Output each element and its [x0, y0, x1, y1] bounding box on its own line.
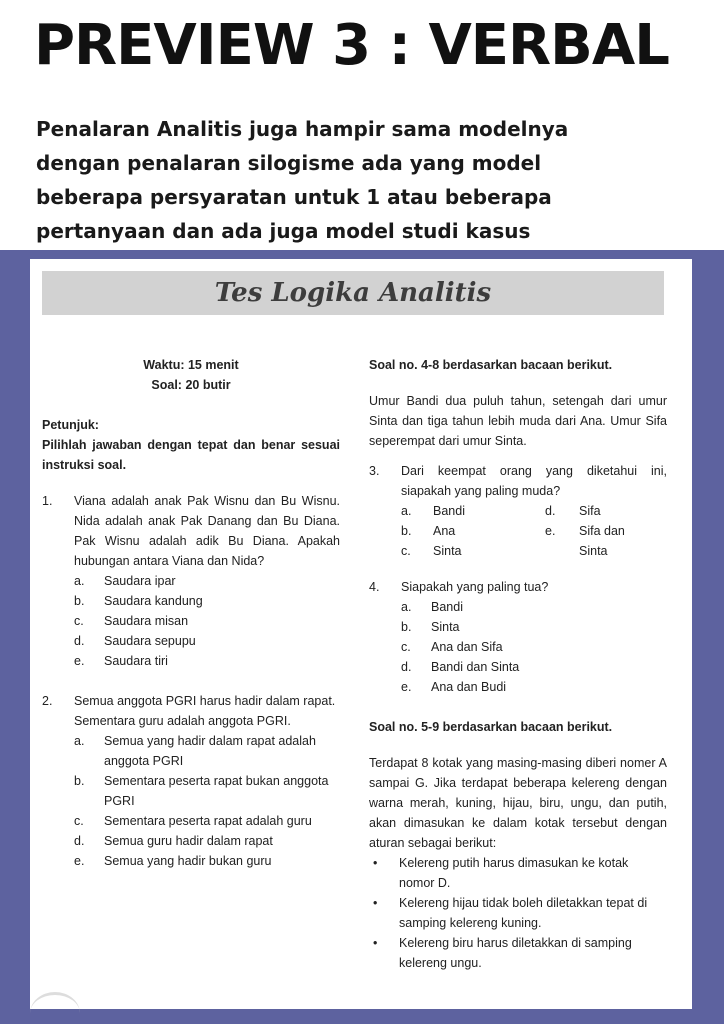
intro-line: dengan penalaran silogisme ada yang model: [36, 151, 542, 175]
option-letter: a.: [401, 600, 412, 614]
question-4-options: [401, 597, 667, 697]
question-2-options: [74, 731, 340, 871]
option-letter: e.: [401, 680, 412, 694]
intro-line: Penalaran Analitis juga hampir sama modelnya: [36, 117, 569, 141]
option-text: Saudara ipar: [104, 574, 176, 588]
option-text: Sinta: [431, 620, 460, 634]
bullet-text: Kelereng hijau tidak boleh diletakkan tepat di samping kelereng kuning.: [399, 896, 648, 930]
option: [401, 617, 667, 637]
option: [74, 771, 340, 811]
bullet-icon: •: [373, 936, 378, 950]
section-passage: Terdapat 8 kotak yang masing-masing diberi nomer A sampai G. Jika terdapat beberapa kelereng dengan warna merah, kuning, hijau, biru, ungu, dan putih, akan dimasukan ke dalam kotak tersebut dengan aturan sebagai berikut:: [369, 756, 667, 850]
intro-paragraph: [36, 112, 696, 248]
option-text: Saudara kandung: [104, 594, 203, 608]
document-page: [30, 259, 692, 1009]
option: [401, 677, 667, 697]
option-text: Semua yang hadir bukan guru: [104, 854, 272, 868]
option-letter: d.: [401, 660, 412, 674]
question-line: Sementara guru adalah anggota PGRI.: [74, 714, 291, 728]
option-letter: a.: [74, 574, 85, 588]
option-letter: b.: [74, 774, 85, 788]
option: [74, 611, 340, 631]
option-text: Sinta: [579, 544, 608, 558]
question-number: 4.: [369, 580, 380, 594]
option: [74, 651, 340, 671]
document-banner: [42, 271, 664, 315]
option-text: Ana dan Sifa: [431, 640, 503, 654]
bullet-icon: •: [373, 856, 378, 870]
option-letter: e.: [74, 654, 85, 668]
option-letter: c.: [401, 640, 411, 654]
question-text: Viana adalah anak Pak Wisnu dan Bu Wisnu. Nida adalah anak Pak Danang dan Bu Diana. Pak Wisnu adalah adik Bu Diana. Apakah hubungan antara Viana dan Nida?: [74, 494, 340, 568]
option: [401, 657, 667, 677]
option-letter: c.: [74, 814, 84, 828]
document-title: Tes Logika Analitis: [214, 278, 492, 308]
option-letter: c.: [401, 544, 411, 558]
intro-line: beberapa persyaratan untuk 1 atau beberapa: [36, 185, 552, 209]
option-text: Bandi: [431, 600, 463, 614]
list-item: [369, 853, 667, 893]
option-text: Saudara misan: [104, 614, 189, 628]
option: [74, 851, 340, 871]
question-1: [42, 491, 340, 571]
option: [74, 731, 340, 771]
option-text: Ana dan Budi: [431, 680, 507, 694]
option: [74, 631, 340, 651]
option-text: Sifa: [579, 504, 601, 518]
option: [74, 831, 340, 851]
option: [401, 637, 667, 657]
question-3-options: [401, 501, 667, 561]
question-number: 2.: [42, 694, 53, 708]
question-count: Soal: 20 butir: [151, 378, 231, 392]
instructions-label: Petunjuk:: [42, 418, 99, 432]
option-text: Sementara peserta rapat bukan anggota PGRI: [104, 774, 329, 808]
option-text: Semua yang hadir dalam rapat adalah anggota PGRI: [104, 734, 316, 768]
left-column: [42, 355, 340, 871]
option-letter: b.: [401, 524, 412, 538]
intro-line: pertanyaan dan ada juga model studi kasus: [36, 219, 531, 243]
option-letter: e.: [74, 854, 85, 868]
section-heading: Soal no. 5-9 berdasarkan bacaan berikut.: [369, 720, 613, 734]
question-number: 1.: [42, 494, 53, 508]
question-text: [74, 691, 340, 731]
question-1-options: [74, 571, 340, 671]
option-text: Bandi: [433, 504, 465, 518]
instructions-text: Pilihlah jawaban dengan tepat dan benar sesuai instruksi soal.: [42, 438, 340, 472]
option-letter: d.: [74, 634, 85, 648]
question-line: Semua anggota PGRI harus hadir dalam rapat.: [74, 694, 336, 708]
option-letter: b.: [401, 620, 412, 634]
question-text: Dari keempat orang yang diketahui ini, siapakah yang paling muda?: [401, 464, 667, 498]
option: [74, 811, 340, 831]
option-text: Semua guru hadir dalam rapat: [104, 834, 273, 848]
option-text: Sifa dan: [579, 524, 625, 538]
bullet-text: Kelereng biru harus diletakkan di samping kelereng ungu.: [399, 936, 632, 970]
question-4: [369, 577, 667, 597]
option-letter: a.: [401, 504, 412, 518]
option-letter: e.: [545, 524, 556, 538]
section-heading: Soal no. 4-8 berdasarkan bacaan berikut.: [369, 358, 613, 372]
option-letter: c.: [74, 614, 84, 628]
bullet-text: Kelereng putih harus dimasukan ke kotak nomor D.: [399, 856, 629, 890]
option-letter: d.: [545, 504, 556, 518]
page-title: PREVIEW 3 : VERBAL: [34, 13, 669, 78]
option-text: Sinta: [433, 544, 462, 558]
option: [74, 591, 340, 611]
option: [74, 571, 340, 591]
bullet-icon: •: [373, 896, 378, 910]
option-text: Saudara sepupu: [104, 634, 196, 648]
section-passage: Umur Bandi dua puluh tahun, setengah dari umur Sinta dan tiga tahun lebih muda dari Ana. Umur Sifa seperempat dari umur Sinta.: [369, 394, 667, 448]
question-number: 3.: [369, 464, 380, 478]
option-text: Ana: [433, 524, 456, 538]
time-info: Waktu: 15 menit: [143, 358, 239, 372]
option-letter: a.: [74, 734, 85, 748]
option: [401, 597, 667, 617]
question-3: [369, 461, 667, 501]
option-text: Saudara tiri: [104, 654, 168, 668]
page-curl-mark: [30, 992, 80, 1035]
option-text: Sementara peserta rapat adalah guru: [104, 814, 312, 828]
list-item: [369, 893, 667, 933]
option-letter: d.: [74, 834, 85, 848]
question-2: [42, 691, 340, 731]
option-text: Bandi dan Sinta: [431, 660, 520, 674]
list-item: [369, 933, 667, 973]
right-column: [369, 355, 667, 973]
option-letter: b.: [74, 594, 85, 608]
question-text: Siapakah yang paling tua?: [401, 580, 549, 594]
